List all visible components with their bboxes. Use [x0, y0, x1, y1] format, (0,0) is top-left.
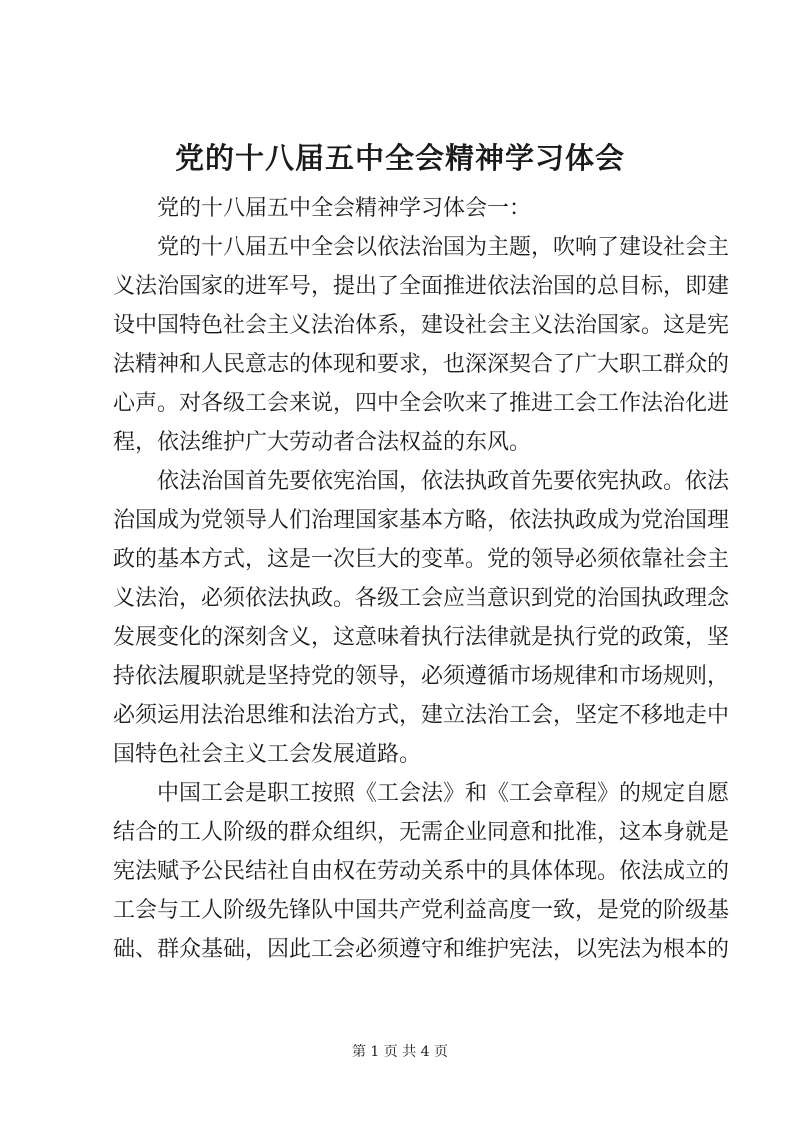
paragraph-line: 义法治，必须依法执政。各级工会应当意识到党的治国执政理念: [113, 586, 730, 611]
paragraph-line: 程，依法维护广大劳动者合法权益的东风。: [113, 430, 532, 455]
paragraph-line: 政的基本方式，这是一次巨大的变革。党的领导必须依靠社会主: [113, 547, 730, 572]
paragraph-line: 持依法履职就是坚持党的领导，必须遵循市场规律和市场规则，: [113, 664, 730, 689]
paragraph-line: 依法治国首先要依宪治国，依法执政首先要依宪执政。依法: [157, 469, 730, 494]
document-title: 党的十八届五中全会精神学习体会: [174, 141, 625, 175]
paragraph-line: 宪法赋予公民结社自由权在劳动关系中的具体体现。依法成立的: [113, 859, 730, 884]
paragraph-line: 发展变化的深刻含义，这意味着执行法律就是执行党的政策，坚: [113, 625, 730, 650]
paragraph-line: 法精神和人民意志的体现和要求，也深深契合了广大职工群众的: [113, 352, 730, 377]
paragraph-line: 设中国特色社会主义法治体系，建设社会主义法治国家。这是宪: [113, 313, 730, 338]
paragraph-line: 工会与工人阶级先锋队中国共产党利益高度一致，是党的阶级基: [113, 898, 730, 923]
intro-line: 党的十八届五中全会精神学习体会一：: [157, 196, 532, 221]
paragraph-line: 心声。对各级工会来说，四中全会吹来了推进工会工作法治化进: [113, 391, 730, 416]
paragraph-line: 必须运用法治思维和法治方式，建立法治工会，坚定不移地走中: [113, 703, 730, 728]
paragraph-line: 义法治国家的进军号，提出了全面推进依法治国的总目标，即建: [113, 274, 730, 299]
paragraph-line: 国特色社会主义工会发展道路。: [113, 742, 422, 767]
paragraph-line: 治国成为党领导人们治理国家基本方略，依法执政成为党治国理: [113, 508, 730, 533]
paragraph-line: 结合的工人阶级的群众组织，无需企业同意和批准，这本身就是: [113, 820, 730, 845]
page-footer: 第 1 页 共 4 页: [351, 1044, 449, 1060]
document-body: [113, 189, 730, 969]
paragraph-line: 础、群众基础，因此工会必须遵守和维护宪法，以宪法为根本的: [113, 937, 730, 962]
paragraph-line: 党的十八届五中全会以依法治国为主题，吹响了建设社会主: [157, 235, 730, 260]
paragraph-line: 中国工会是职工按照《工会法》和《工会章程》的规定自愿: [157, 781, 730, 806]
